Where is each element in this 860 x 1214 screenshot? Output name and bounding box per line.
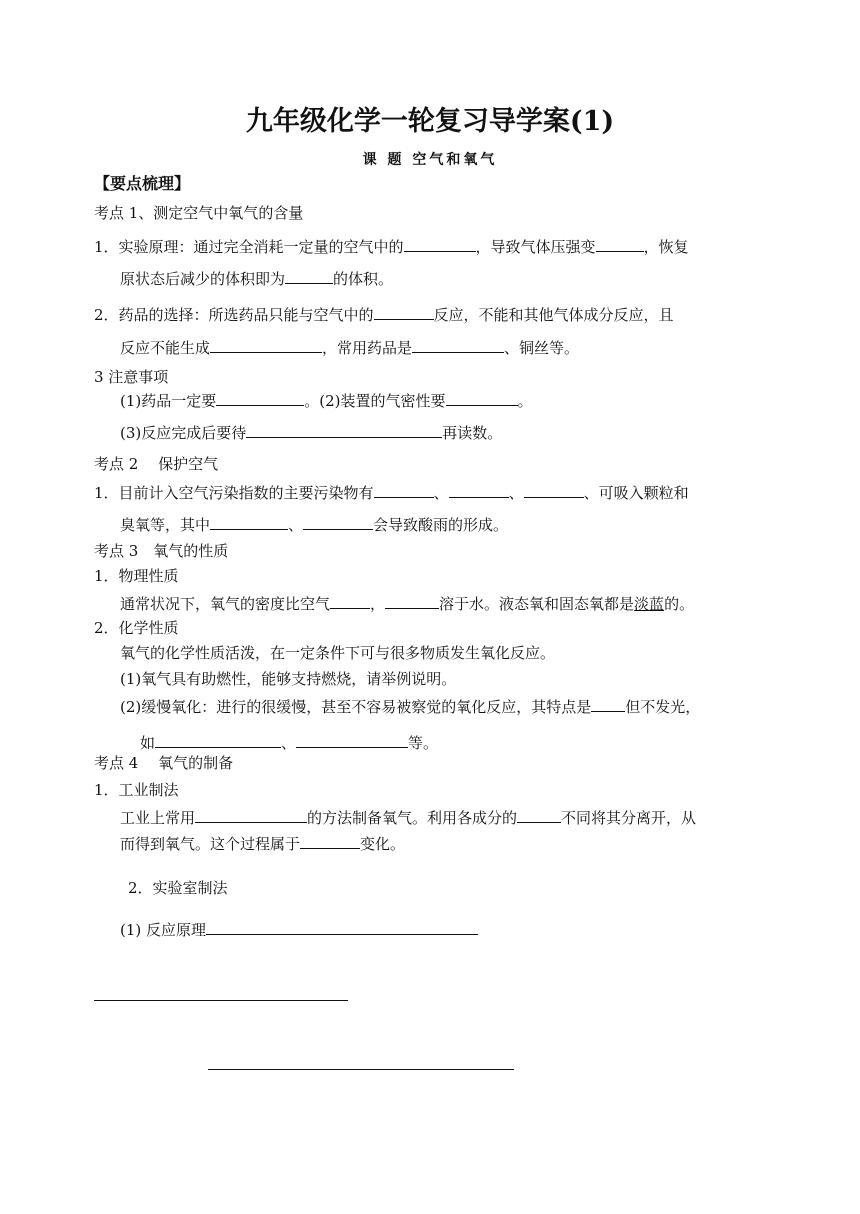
text: 反应不能生成 <box>120 339 211 357</box>
text: 而得到氧气。这个过程属于 <box>120 835 301 853</box>
kp4-industrial-line1 <box>120 806 696 828</box>
text: 。(2)装置的气密性要 <box>304 392 446 410</box>
kp3-slow-oxidation-line2 <box>140 731 438 753</box>
text: 通常状况下，氧气的密度比空气 <box>120 595 331 613</box>
text: ，恢复 <box>643 238 689 256</box>
kp1-item3-sub3 <box>120 421 502 443</box>
text: (2)缓慢氧化：进行的很缓慢，甚至不容易被察觉的氧化反应，其特点是 <box>120 698 592 716</box>
text: 2．药品的选择：所选药品只能与空气中的 <box>94 306 374 324</box>
text: 等。 <box>408 734 439 752</box>
kp2-heading: 考点 2 保护空气 <box>94 455 219 473</box>
blank[interactable] <box>300 832 360 849</box>
kp1-item2-line2 <box>120 336 579 358</box>
blank[interactable] <box>210 336 322 353</box>
section-heading: 【要点梳理】 <box>94 174 191 193</box>
text: 不同将其分离开，从 <box>561 809 697 827</box>
blank[interactable] <box>246 421 442 438</box>
text: 变化。 <box>360 835 406 853</box>
kp4-industrial-heading: 1．工业制法 <box>94 781 179 799</box>
text: 再读数。 <box>442 424 503 442</box>
blank[interactable] <box>296 731 408 748</box>
kp1-item2-line1 <box>94 303 674 325</box>
text: 的体积。 <box>333 270 394 288</box>
text: 、铜丝等。 <box>504 339 580 357</box>
blank[interactable] <box>385 592 439 609</box>
blank[interactable] <box>285 267 333 284</box>
blank[interactable] <box>303 513 373 530</box>
text: 、 <box>281 734 297 752</box>
text: 原状态后减少的体积即为 <box>120 270 286 288</box>
blank[interactable] <box>374 481 434 498</box>
blank[interactable] <box>330 592 370 609</box>
kp4-industrial-line2 <box>120 832 405 854</box>
kp3-combustion-text: (1)氧气具有助燃性，能够支持燃烧，请举例说明。 <box>120 670 457 688</box>
text: 、可吸入颗粒和 <box>583 484 689 502</box>
blank[interactable] <box>374 303 434 320</box>
kp3-heading: 考点 3 氧气的性质 <box>94 542 229 560</box>
blank[interactable] <box>216 389 304 406</box>
text: 反应，不能和其他气体成分反应，且 <box>433 306 674 324</box>
text: ，导致气体压强变 <box>475 238 596 256</box>
kp3-chemical-text: 氧气的化学性质活泼，在一定条件下可与很多物质发生氧化反应。 <box>120 644 556 662</box>
blank[interactable] <box>155 731 281 748</box>
text: 但不发光， <box>625 698 701 716</box>
kp1-item3-sub1 <box>120 389 533 411</box>
underlined-text: 淡蓝 <box>634 595 665 613</box>
kp1-heading: 考点 1、测定空气中氧气的含量 <box>94 204 304 222</box>
text: 的方法制备氧气。利用各成分的 <box>307 809 518 827</box>
page-subtitle: 课 题 空气和氧气 <box>362 152 498 168</box>
answer-line[interactable] <box>208 1069 514 1070</box>
blank[interactable] <box>517 806 561 823</box>
blank[interactable] <box>449 481 509 498</box>
kp3-slow-oxidation-line1 <box>120 695 700 717</box>
text: 1．目前计入空气污染指数的主要污染物有 <box>94 484 374 502</box>
kp2-item1-line1 <box>94 481 689 503</box>
text: 、 <box>288 516 304 534</box>
kp4-reaction-principle <box>120 918 478 940</box>
blank[interactable] <box>210 513 288 530</box>
kp1-item1-line1 <box>94 235 689 257</box>
blank[interactable] <box>446 389 518 406</box>
text: (1)药品一定要 <box>120 392 217 410</box>
kp4-heading: 考点 4 氧气的制备 <box>94 754 234 772</box>
text: 1．实验原理：通过完全消耗一定量的空气中的 <box>94 238 404 256</box>
blank[interactable] <box>195 806 307 823</box>
answer-line[interactable] <box>94 1000 348 1001</box>
kp3-chemical-heading: 2．化学性质 <box>94 619 179 637</box>
kp1-item1-line2 <box>120 267 393 289</box>
blank[interactable] <box>404 235 476 252</box>
kp3-physical-text <box>120 592 694 614</box>
blank[interactable] <box>591 695 625 712</box>
page-title: 九年级化学一轮复习导学案(1) <box>245 106 615 137</box>
kp4-lab-heading: 2．实验室制法 <box>128 879 228 897</box>
text: 会导致酸雨的形成。 <box>373 516 509 534</box>
text: (1) 反应原理 <box>120 921 207 939</box>
text: 如 <box>140 734 156 752</box>
text: 臭氧等，其中 <box>120 516 211 534</box>
blank[interactable] <box>524 481 584 498</box>
blank[interactable] <box>206 918 478 935</box>
kp1-item3: 3 注意事项 <box>94 368 169 386</box>
text: 、 <box>433 484 449 502</box>
text: (3)反应完成后要待 <box>120 424 247 442</box>
text: 工业上常用 <box>120 809 196 827</box>
text: 、 <box>508 484 524 502</box>
kp3-physical-heading: 1．物理性质 <box>94 567 179 585</box>
kp2-item1-line2 <box>120 513 508 535</box>
text: ， <box>370 595 386 613</box>
blank[interactable] <box>596 235 644 252</box>
text: 的。 <box>664 595 695 613</box>
text: 溶于水。液态氧和固态氧都是 <box>439 595 635 613</box>
text: ，常用药品是 <box>322 339 413 357</box>
text: 。 <box>517 392 533 410</box>
blank[interactable] <box>412 336 504 353</box>
